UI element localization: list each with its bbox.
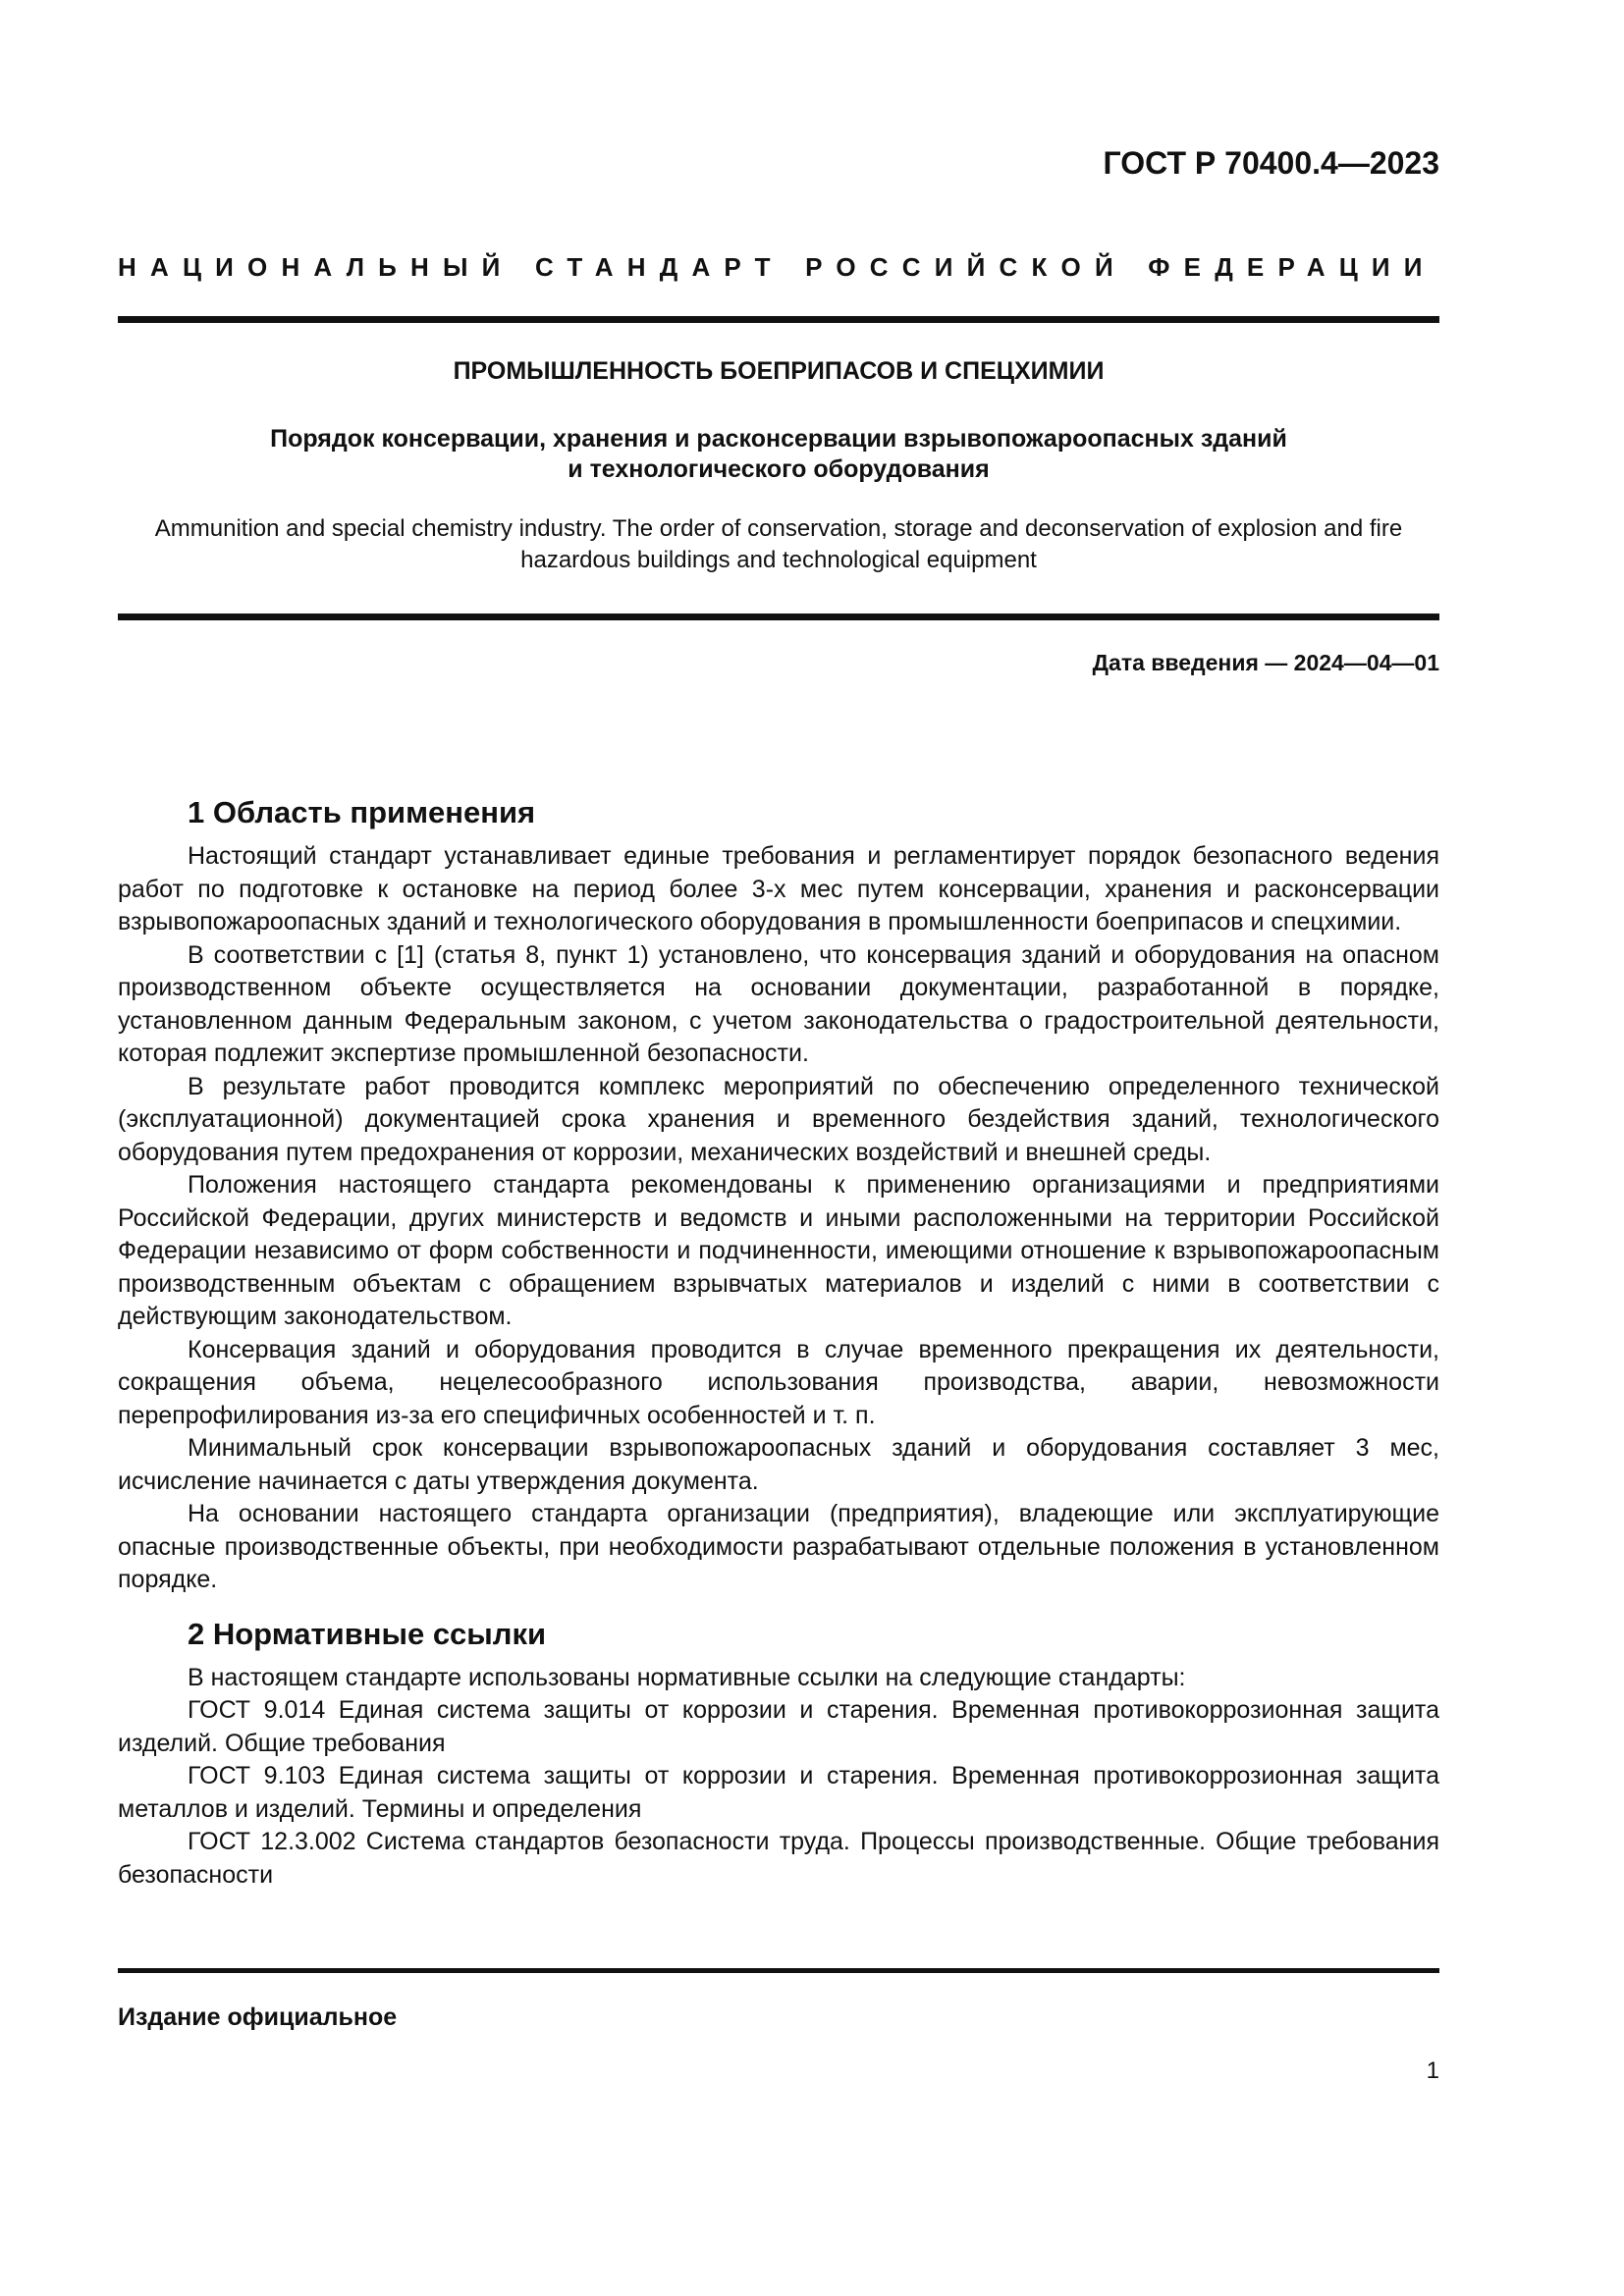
- russian-title: [118, 424, 1439, 485]
- section-2-paragraph: В настоящем стандарте использованы нормативные ссылки на следующие стандарты:: [188, 1663, 1186, 1691]
- section-1-heading: 1 Область применения: [188, 795, 536, 829]
- industry-title: ПРОМЫШЛЕННОСТЬ БОЕПРИПАСОВ И СПЕЦХИМИИ: [453, 357, 1105, 385]
- official-edition-label: Издание официальное: [118, 2003, 398, 2031]
- section-2-heading: 2 Нормативные ссылки: [188, 1616, 547, 1651]
- section-1-paragraph: Консервация зданий и оборудования проводится в случае временного прекращения их деятельности, сокращения объема, нецелесообразного использования производства, аварии, невозможности перепрофилирования из-за его специфичных особенностей и т. п.: [118, 1335, 1439, 1429]
- russian-title-line-1: Порядок консервации, хранения и расконсервации взрывопожароопасных зданий: [270, 425, 1287, 453]
- english-title-line-1: Ammunition and special chemistry industry. The order of conservation, storage and deconservation of explosion and fire: [154, 515, 1403, 542]
- national-standard-banner: НАЦИОНАЛЬНЫЙ СТАНДАРТ РОССИЙСКОЙ ФЕДЕРАЦИИ: [118, 252, 1436, 282]
- english-title: [118, 513, 1439, 576]
- russian-title-line-2: и технологического оборудования: [568, 455, 990, 483]
- top-divider: [118, 316, 1439, 323]
- standard-designation: ГОСТ Р 70400.4—2023: [1103, 145, 1439, 181]
- normative-reference: ГОСТ 9.014 Единая система защиты от коррозии и старения. Временная противокоррозионная защита изделий. Общие требования: [118, 1696, 1439, 1757]
- page-number: 1: [1426, 2057, 1439, 2084]
- introduction-date: Дата введения — 2024—04—01: [1092, 650, 1439, 675]
- document-body: [118, 793, 1439, 1892]
- section-1-paragraph: В результате работ проводится комплекс мероприятий по обеспечению определенного технической (эксплуатационной) документацией срока хранения и временного бездействия зданий, технологического оборудования путем предохранения от коррозии, механических воздействий и внешней среды.: [118, 1072, 1439, 1166]
- normative-reference: ГОСТ 9.103 Единая система защиты от коррозии и старения. Временная противокоррозионная защита металлов и изделий. Термины и определения: [118, 1762, 1439, 1823]
- section-1-paragraph: Настоящий стандарт устанавливает единые требования и регламентирует порядок безопасного ведения работ по подготовке к остановке на период более 3-х мес путем консервации, хранения и расконсервации взрывопожароопасных зданий и технологического оборудования в промышленности боеприпасов и спецхимии.: [118, 842, 1439, 935]
- section-1-paragraph: На основании настоящего стандарта организации (предприятия), владеющие или эксплуатирующие опасные производственные объекты, при необходимости разрабатывают отдельные положения в установленном порядке.: [118, 1500, 1439, 1593]
- footer-divider: [118, 1968, 1439, 1973]
- english-title-line-2: hazardous buildings and technological equipment: [520, 547, 1037, 573]
- title-divider: [118, 614, 1439, 620]
- section-1-paragraph: Положения настоящего стандарта рекомендованы к применению организациями и предприятиями Российской Федерации, других министерств и ведомств и иными расположенными на территории Российской Федерации независимо от форм собственности и подчиненности, имеющими отношение к взрывопожароопасным производственным объектам с обращением взрывчатых материалов и изделий с ними в соответствии с действующим законодательством.: [118, 1171, 1439, 1330]
- section-1-paragraph: Минимальный срок консервации взрывопожароопасных зданий и оборудования составляет 3 мес, исчисление начинается с даты утверждения документа.: [118, 1434, 1439, 1495]
- normative-reference: ГОСТ 12.3.002 Система стандартов безопасности труда. Процессы производственные. Общие требования безопасности: [118, 1828, 1439, 1889]
- section-1-paragraph: В соответствии с [1] (статья 8, пункт 1) установлено, что консервация зданий и оборудования на опасном производственном объекте осуществляется на основании документации, разработанной в порядке, установленном данным Федеральным законом, с учетом законодательства о градостроительной деятельности, которая подлежит экспертизе промышленной безопасности.: [118, 940, 1439, 1067]
